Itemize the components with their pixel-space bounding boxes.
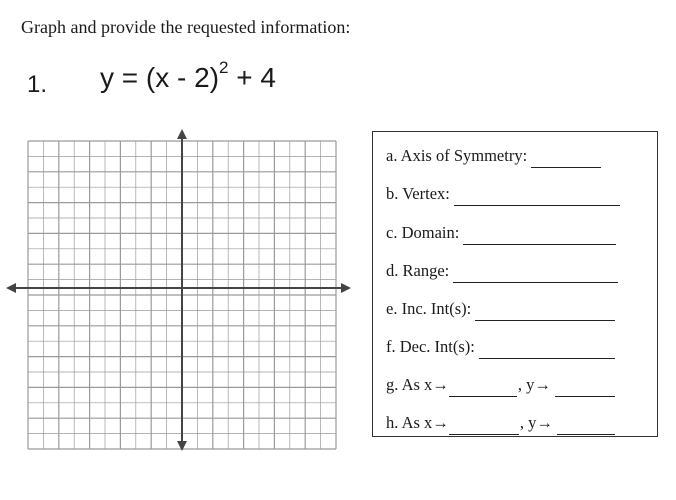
range-label: d. Range:: [386, 261, 450, 280]
end-behavior-positive-y-blank[interactable]: [555, 378, 615, 397]
y-axis-up-arrow-icon: [177, 129, 187, 139]
end-behavior-positive-label: g. As x→: [386, 375, 449, 394]
vertex-row: [386, 182, 620, 206]
decreasing-blank[interactable]: [479, 340, 615, 359]
equation-exponent: 2: [219, 57, 229, 77]
vertex-blank[interactable]: [454, 187, 620, 206]
end-behavior-positive-row: [386, 373, 615, 397]
axis-of-symmetry-label: a. Axis of Symmetry:: [386, 146, 528, 165]
increasing-row: [386, 297, 615, 321]
vertex-label: b. Vertex:: [386, 184, 450, 203]
equation-lhs: y = (x - 2): [100, 62, 220, 93]
end-behavior-negative-y-blank[interactable]: [557, 416, 615, 435]
axis-of-symmetry-blank[interactable]: [531, 149, 601, 168]
x-axis-left-arrow-icon: [6, 283, 16, 293]
increasing-label: e. Inc. Int(s):: [386, 299, 472, 318]
decreasing-row: [386, 335, 615, 359]
end-behavior-positive-x-blank[interactable]: [449, 378, 517, 397]
domain-label: c. Domain:: [386, 223, 460, 242]
axis-of-symmetry-row: [386, 144, 601, 168]
range-blank[interactable]: [453, 264, 618, 283]
instruction-text: Graph and provide the requested information:: [21, 17, 351, 37]
end-behavior-negative-y-label: , y→: [519, 413, 553, 432]
decreasing-label: f. Dec. Int(s):: [386, 337, 475, 356]
domain-row: [386, 221, 616, 245]
domain-blank[interactable]: [463, 226, 616, 245]
equation: [100, 57, 276, 96]
equation-rhs: + 4: [228, 62, 276, 93]
end-behavior-negative-row: [386, 411, 615, 435]
range-row: [386, 259, 618, 283]
x-axis-right-arrow-icon: [341, 283, 351, 293]
info-box: [372, 131, 658, 437]
end-behavior-negative-label: h. As x→: [386, 413, 449, 432]
coordinate-grid[interactable]: [0, 125, 360, 455]
increasing-blank[interactable]: [475, 302, 615, 321]
problem-number: 1.: [27, 71, 48, 98]
end-behavior-positive-y-label: , y→: [517, 375, 551, 394]
end-behavior-negative-x-blank[interactable]: [449, 416, 519, 435]
